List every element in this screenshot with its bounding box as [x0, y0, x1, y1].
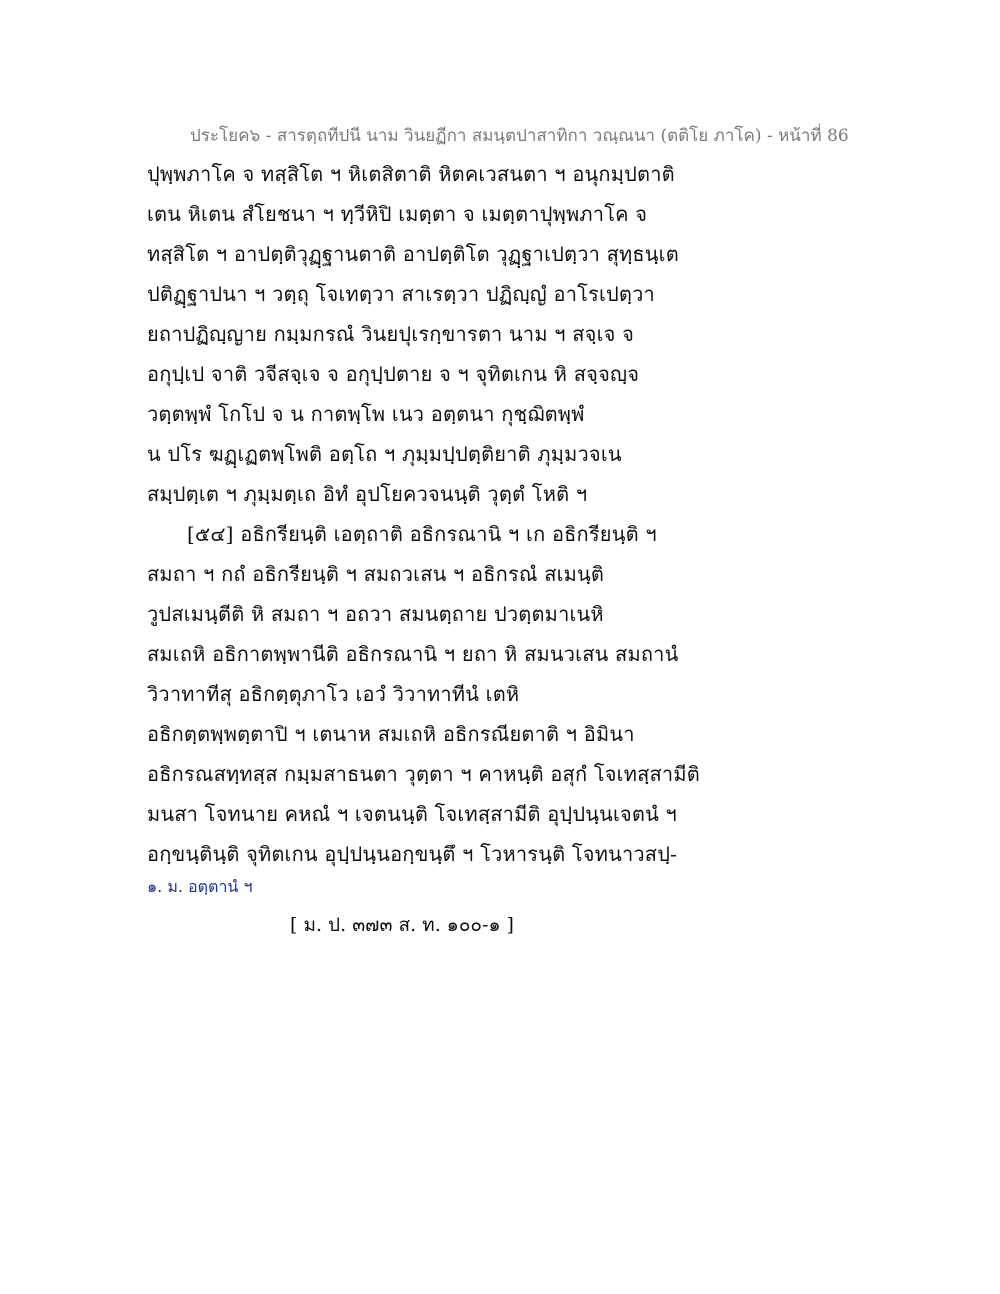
text-line-5: ยถาปฏิญฺญาย กมฺมกรณํ วินยปุเรกฺขารตา นาม ฯ สจฺเจ จ: [147, 322, 635, 346]
text-line-17: มนสา โจทนาย คหณํ ฯ เจตนนฺติ โจเทสฺสามีติ อุปฺปนฺนเจตนํ ฯ: [147, 802, 677, 826]
text-line-10: [๕๔] อธิกรียนฺติ เอตฺถาติ อธิกรณานิ ฯ เก อธิกรียนฺติ ฯ: [187, 522, 657, 546]
text-line-7: วตฺตพฺพํ โกโป จ น กาตพฺโพ เนว อตฺตนา กุชฺฌิตพฺพํ: [147, 402, 585, 426]
text-line-11: สมถา ฯ กถํ อธิกรียนฺติ ฯ สมถวเสน ฯ อธิกรณํ สเมนฺติ: [147, 562, 605, 586]
text-line-9: สมฺปตฺเต ฯ ภุมฺมตฺเถ อิทํ อุปโยควจนนฺติ วุตฺตํ โหติ ฯ: [147, 482, 588, 506]
text-line-1: ปุพฺพภาโค จ ทสฺสิโต ฯ หิเตสิตาติ หิตคเวสนตา ฯ อนุกมฺปตาติ: [147, 162, 675, 186]
text-line-14: วิวาทาทีสุ อธิกตฺตุภาโว เอวํ วิวาทาทีนํ เตหิ: [147, 682, 520, 706]
text-line-3: ทสฺสิโต ฯ อาปตฺติวุฏฺฐานตาติ อาปตฺติโต วุฏฺฐาเปตฺวา สุทฺธนฺเต: [147, 242, 679, 266]
footnote: ๑. ม. อตฺตานํ ฯ: [147, 877, 253, 896]
page-header: ประโยค๖ - สารตฺถทีปนี นาม วินยฏีกา สมนฺตปาสาทิกา วณฺณนา (ตติโย ภาโค) - หน้าที่ 86: [190, 126, 849, 146]
text-line-8: น ปโร ฆฏฺเฏตพฺโพติ อตฺโถ ฯ ภุมฺมปฺปตฺติยาติ ภุมฺมวจเน: [147, 442, 622, 466]
text-line-2: เตน หิเตน สํโยชนา ฯ ทฺวีหิปิ เมตฺตา จ เมตฺตาปุพฺพภาโค จ: [147, 202, 648, 226]
text-line-18: อกฺขนฺตินฺติ จุทิตเกน อุปฺปนฺนอกฺขนฺตึ ฯ โวหารนฺติ โจทนาวสปฺ-: [147, 842, 678, 866]
text-line-12: วูปสเมนฺตีติ หิ สมถา ฯ อถวา สมนตฺถาย ปวตฺตมาเนหิ: [147, 602, 604, 626]
text-line-4: ปติฏฺฐาปนา ฯ วตฺถุ โจเทตฺวา สาเรตฺวา ปฏิญฺญํ อาโรเปตฺวา: [147, 282, 655, 306]
text-line-16: อธิกรณสทฺทสฺส กมฺมสาธนตา วุตฺตา ฯ คาหนฺติ อสุกํ โจเทสฺสามีติ: [147, 762, 700, 786]
text-line-15: อธิกตฺตพฺพตฺตาปิ ฯ เตนาห สมเถหิ อธิกรณียตาติ ฯ อิมินา: [147, 722, 635, 746]
text-line-6: อกุปฺเป จาติ วจีสจฺเจ จ อกุปฺปตาย จ ฯ จุทิตเกน หิ สจฺจญฺจ: [147, 362, 640, 386]
text-line-13: สมเถหิ อธิกาตพฺพานีติ อธิกรณานิ ฯ ยถา หิ สมนวเสน สมถานํ: [147, 642, 679, 666]
page-reference: [ ม. ป. ๓๗๓ ส. ท. ๑๐๐-๑ ]: [290, 914, 514, 936]
body-text: [147, 158, 707, 878]
